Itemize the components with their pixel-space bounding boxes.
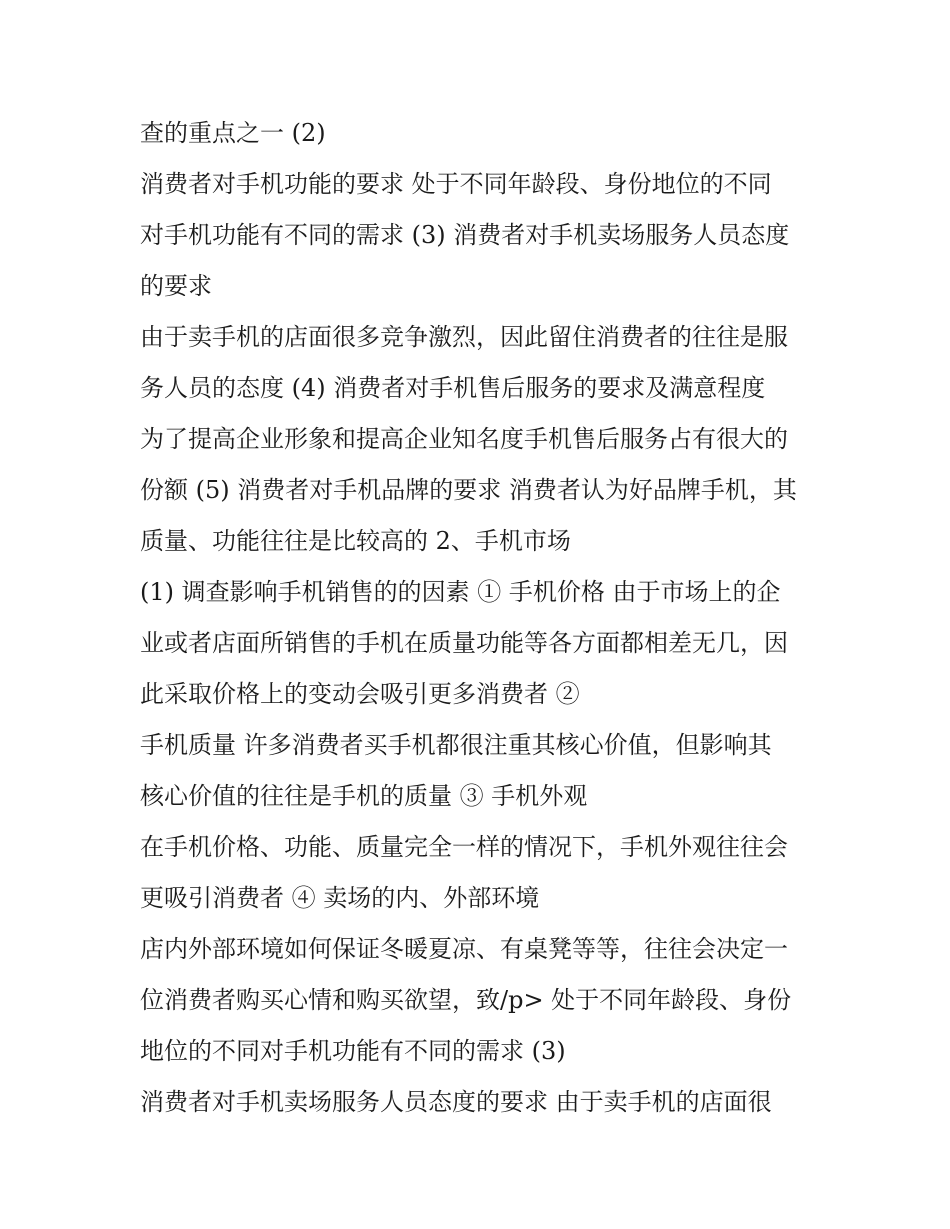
text-line: 此采取价格上的变动会吸引更多消费者 ② [140,680,580,708]
text-line: 消费者对手机卖场服务人员态度的要求 由于卖手机的店面很 [140,1088,772,1116]
text-line: 查的重点之一 (2) [140,119,326,147]
text-line: 份额 (5) 消费者对手机品牌的要求 消费者认为好品牌手机，其 [140,476,797,504]
text-line: 业或者店面所销售的手机在质量功能等各方面都相差无几，因 [140,629,788,657]
text-line: 地位的不同对手机功能有不同的需求 (3) [140,1037,566,1065]
text-line: 对手机功能有不同的需求 (3) 消费者对手机卖场服务人员态度 [140,221,790,249]
text-line: 由于卖手机的店面很多竞争激烈，因此留住消费者的往往是服 [140,323,788,351]
text-line: 为了提高企业形象和提高企业知名度手机售后服务占有很大的 [140,425,788,453]
text-line: 位消费者购买心情和购买欲望，致/p> 处于不同年龄段、身份 [140,986,792,1014]
text-line: (1) 调查影响手机销售的的因素 ① 手机价格 由于市场上的企 [140,578,781,606]
text-line: 更吸引消费者 ④ 卖场的内、外部环境 [140,884,540,912]
text-line: 务人员的态度 (4) 消费者对手机售后服务的要求及满意程度 [140,374,766,402]
text-line: 的要求 [140,272,212,300]
body-text [140,108,840,1128]
text-line: 手机质量 许多消费者买手机都很注重其核心价值，但影响其 [140,731,772,759]
text-line: 店内外部环境如何保证冬暖夏凉、有桌凳等等，往往会决定一 [140,935,788,963]
text-line: 消费者对手机功能的要求 处于不同年龄段、身份地位的不同 [140,170,772,198]
text-line: 核心价值的往往是手机的质量 ③ 手机外观 [140,782,588,810]
text-line: 在手机价格、功能、质量完全一样的情况下，手机外观往往会 [140,833,788,861]
text-line: 质量、功能往往是比较高的 2、手机市场 [140,527,571,555]
